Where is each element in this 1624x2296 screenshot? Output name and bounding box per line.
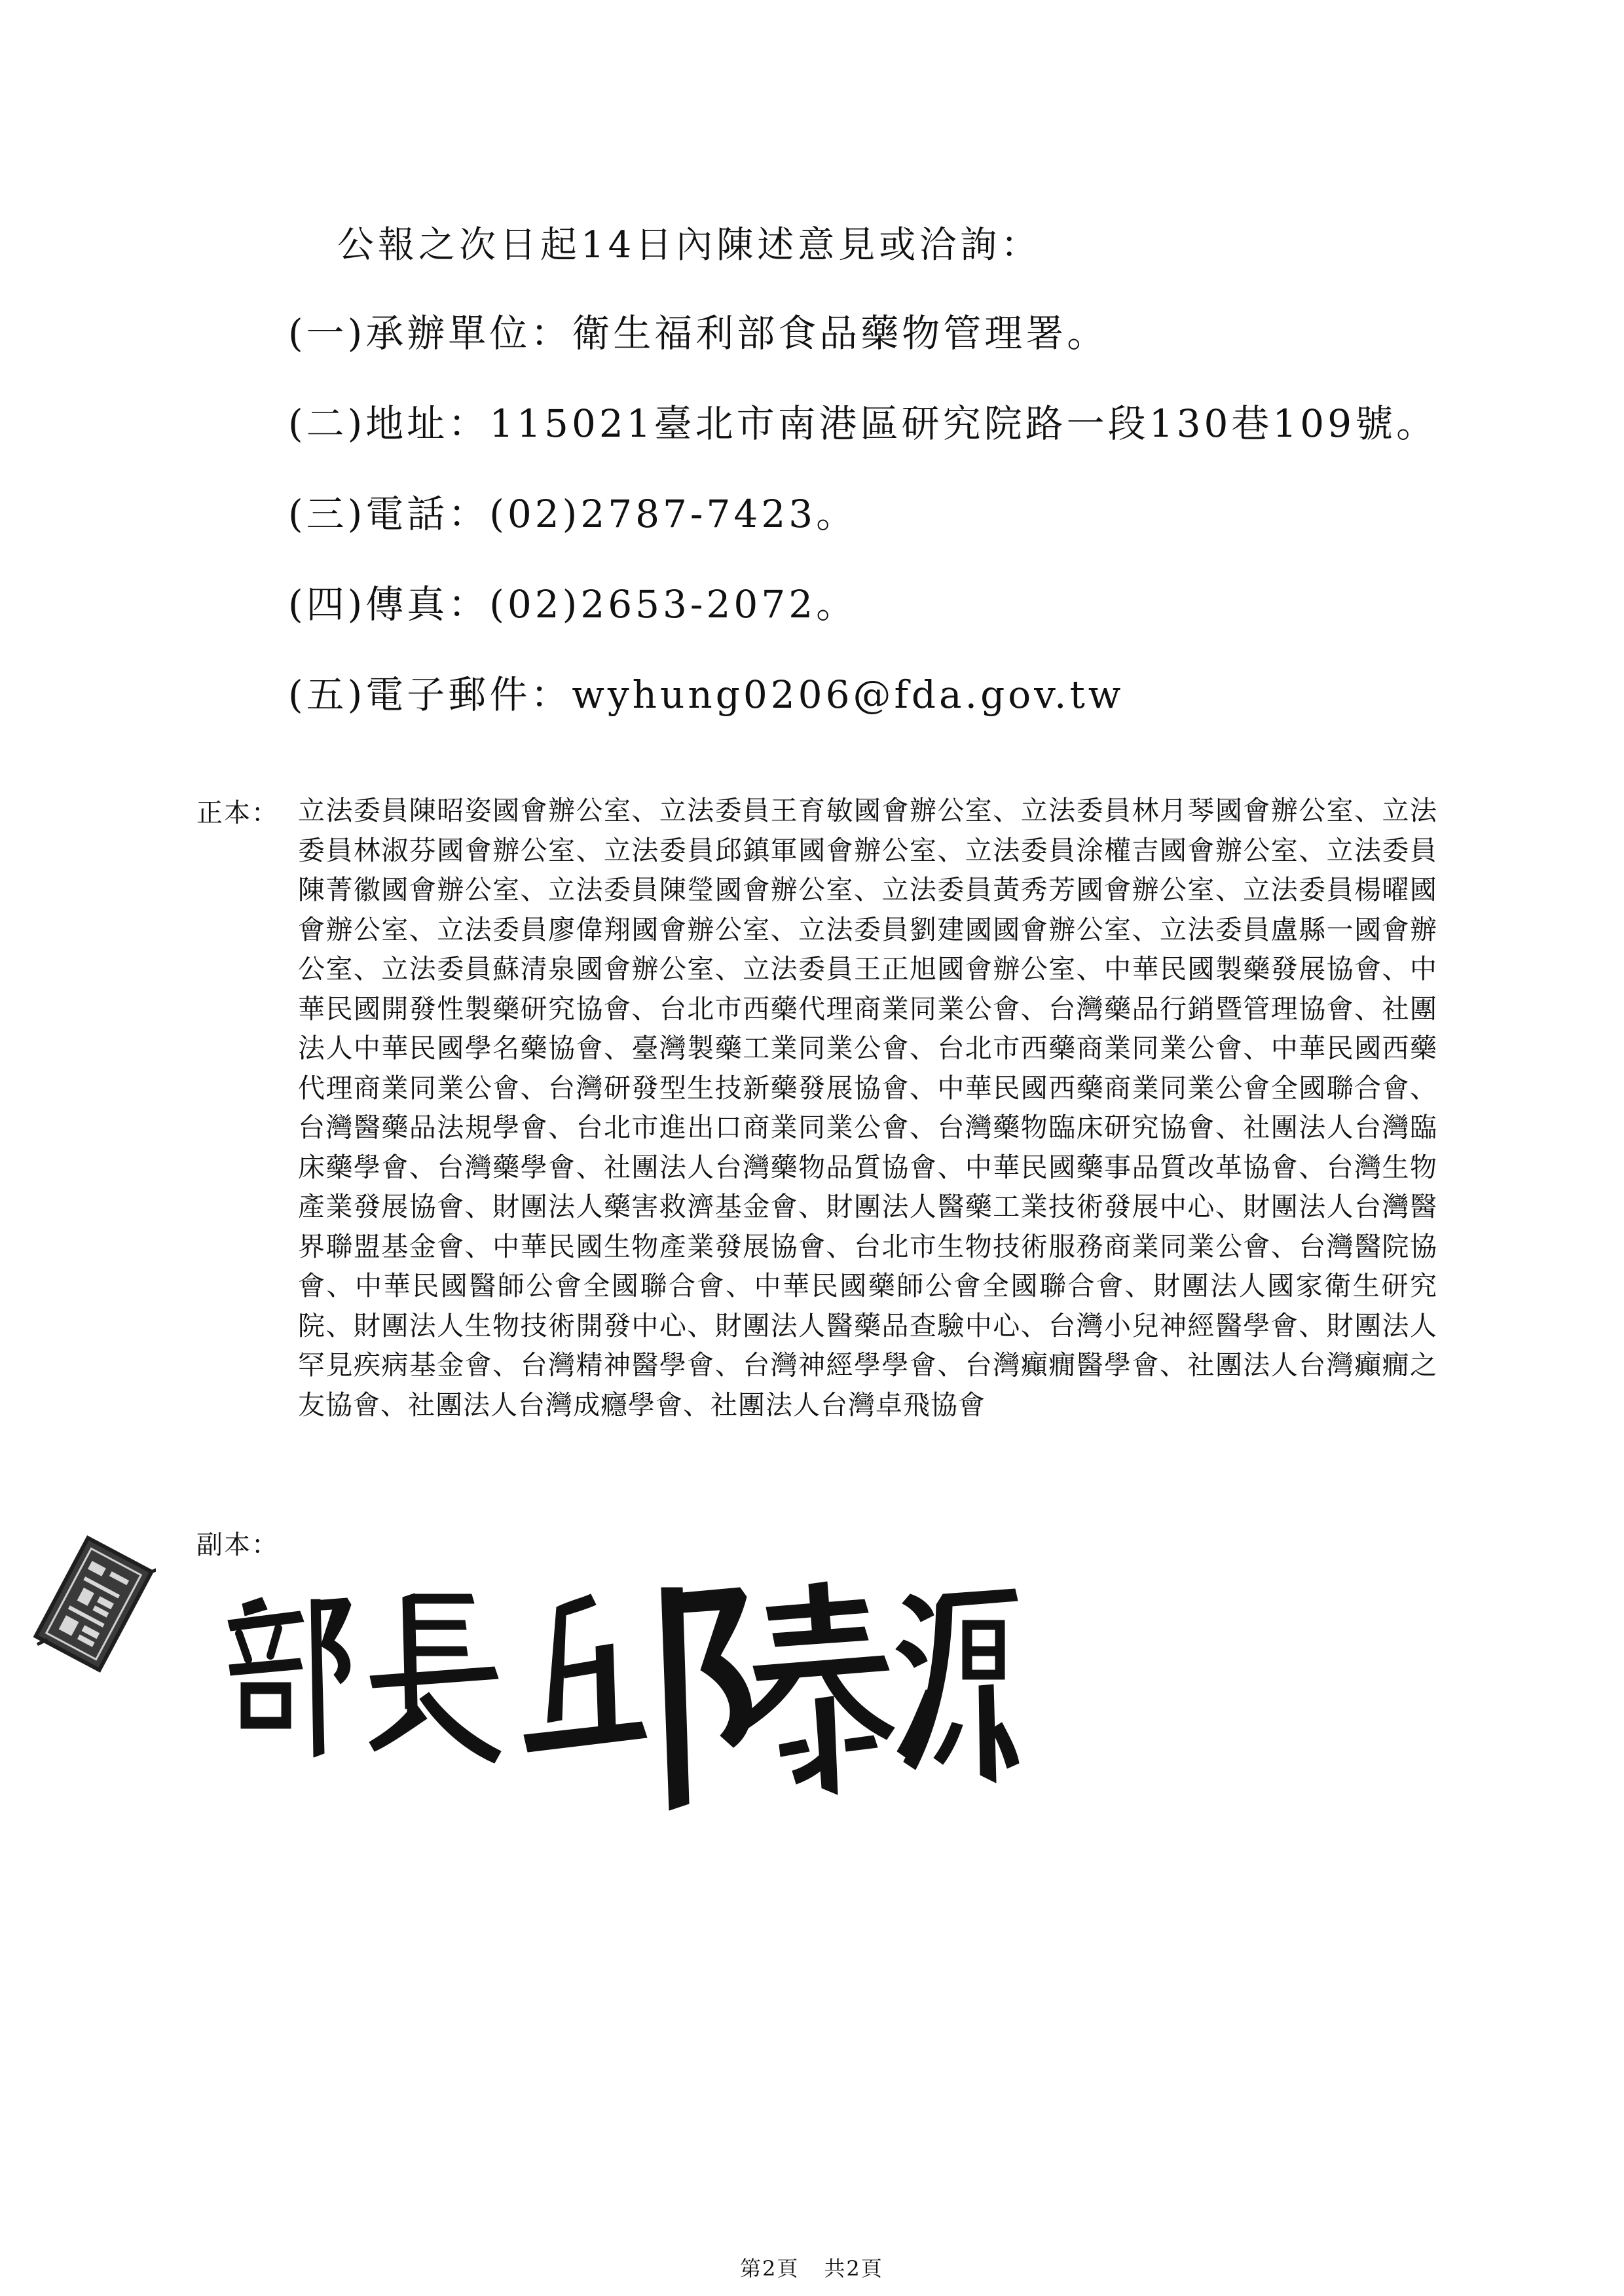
signature-char-yuan [896, 1589, 1019, 1783]
contact-address: (二)地址：115021臺北市南港區研究院路一段130巷109號。 [288, 401, 1438, 446]
current-page: 第2頁 [740, 2256, 800, 2281]
contact-unit: (一)承辦單位：衛生福利部食品藥物管理署。 [288, 311, 1109, 355]
intro-paragraph: 公報之次日起14日內陳述意見或洽詢： [337, 224, 1042, 266]
original-recipients-label: 正本： [196, 798, 279, 828]
contact-phone: (三)電話：(02)2787-7423。 [288, 492, 858, 536]
contact-email: (五)電子郵件：wyhung0206@fda.gov.tw [288, 672, 1124, 717]
signature-char-tai [739, 1582, 895, 1795]
minister-signature-stamp [216, 1568, 1022, 1817]
page-footer [740, 2252, 883, 2282]
total-pages: 共2頁 [824, 2256, 883, 2281]
official-seal-stamp [31, 1535, 156, 1673]
signature-char-bu [228, 1597, 351, 1757]
contact-fax: (四)傳真：(02)2653-2072。 [288, 582, 858, 627]
original-recipients-list: 立法委員陳昭姿國會辦公室、立法委員王育敏國會辦公室、立法委員林月琴國會辦公室、立法委員林淑芬國會辦公室、立法委員邱鎮軍國會辦公室、立法委員涂權吉國會辦公室、立法委員陳菁徽國會辦公室、立法委員陳瑩國會辦公室、立法委員黃秀芳國會辦公室、立法委員楊曜國會辦公室、立法委員廖偉翔國會辦公室、立法委員劉建國國會辦公室、立法委員盧縣一國會辦公室、立法委員蘇清泉國會辦公室、立法委員王正旭國會辦公室、中華民國製藥發展協會、中華民國開發性製藥研究協會、台北市西藥代理商業同業公會、台灣藥品行銷暨管理協會、社團法人中華民國學名藥協會、臺灣製藥工業同業公會、台北市西藥商業同業公會、中華民國西藥代理商業同業公會、台灣研發型生技新藥發展協會、中華民國西藥商業同業公會全國聯合會、台灣醫藥品法規學會、台北市進出口商業同業公會、台灣藥物臨床研究協會、社團法人台灣臨床藥學會、台灣藥學會、社團法人台灣藥物品質協會、中華民國藥事品質改革協會、台灣生物產業發展協會、財團法人藥害救濟基金會、財團法人醫藥工業技術發展中心、財團法人台灣醫界聯盟基金會、中華民國生物產業發展協會、台北市生物技術服務商業同業公會、台灣醫院協會、中華民國醫師公會全國聯合會、中華民國藥師公會全國聯合會、財團法人國家衛生研究院、財團法人生物技術開發中心、財團法人醫藥品查驗中心、台灣小兒神經醫學會、財團法人罕見疾病基金會、台灣精神醫學會、台灣神經學學會、台灣癲癇醫學會、社團法人台灣癲癇之友協會、社團法人台灣成癮學會、社團法人台灣卓飛協會 [298, 795, 1437, 1421]
copy-recipients-label: 副本： [196, 1530, 279, 1560]
signature-char-chang [369, 1594, 501, 1763]
signature-char-qiu [524, 1588, 752, 1810]
